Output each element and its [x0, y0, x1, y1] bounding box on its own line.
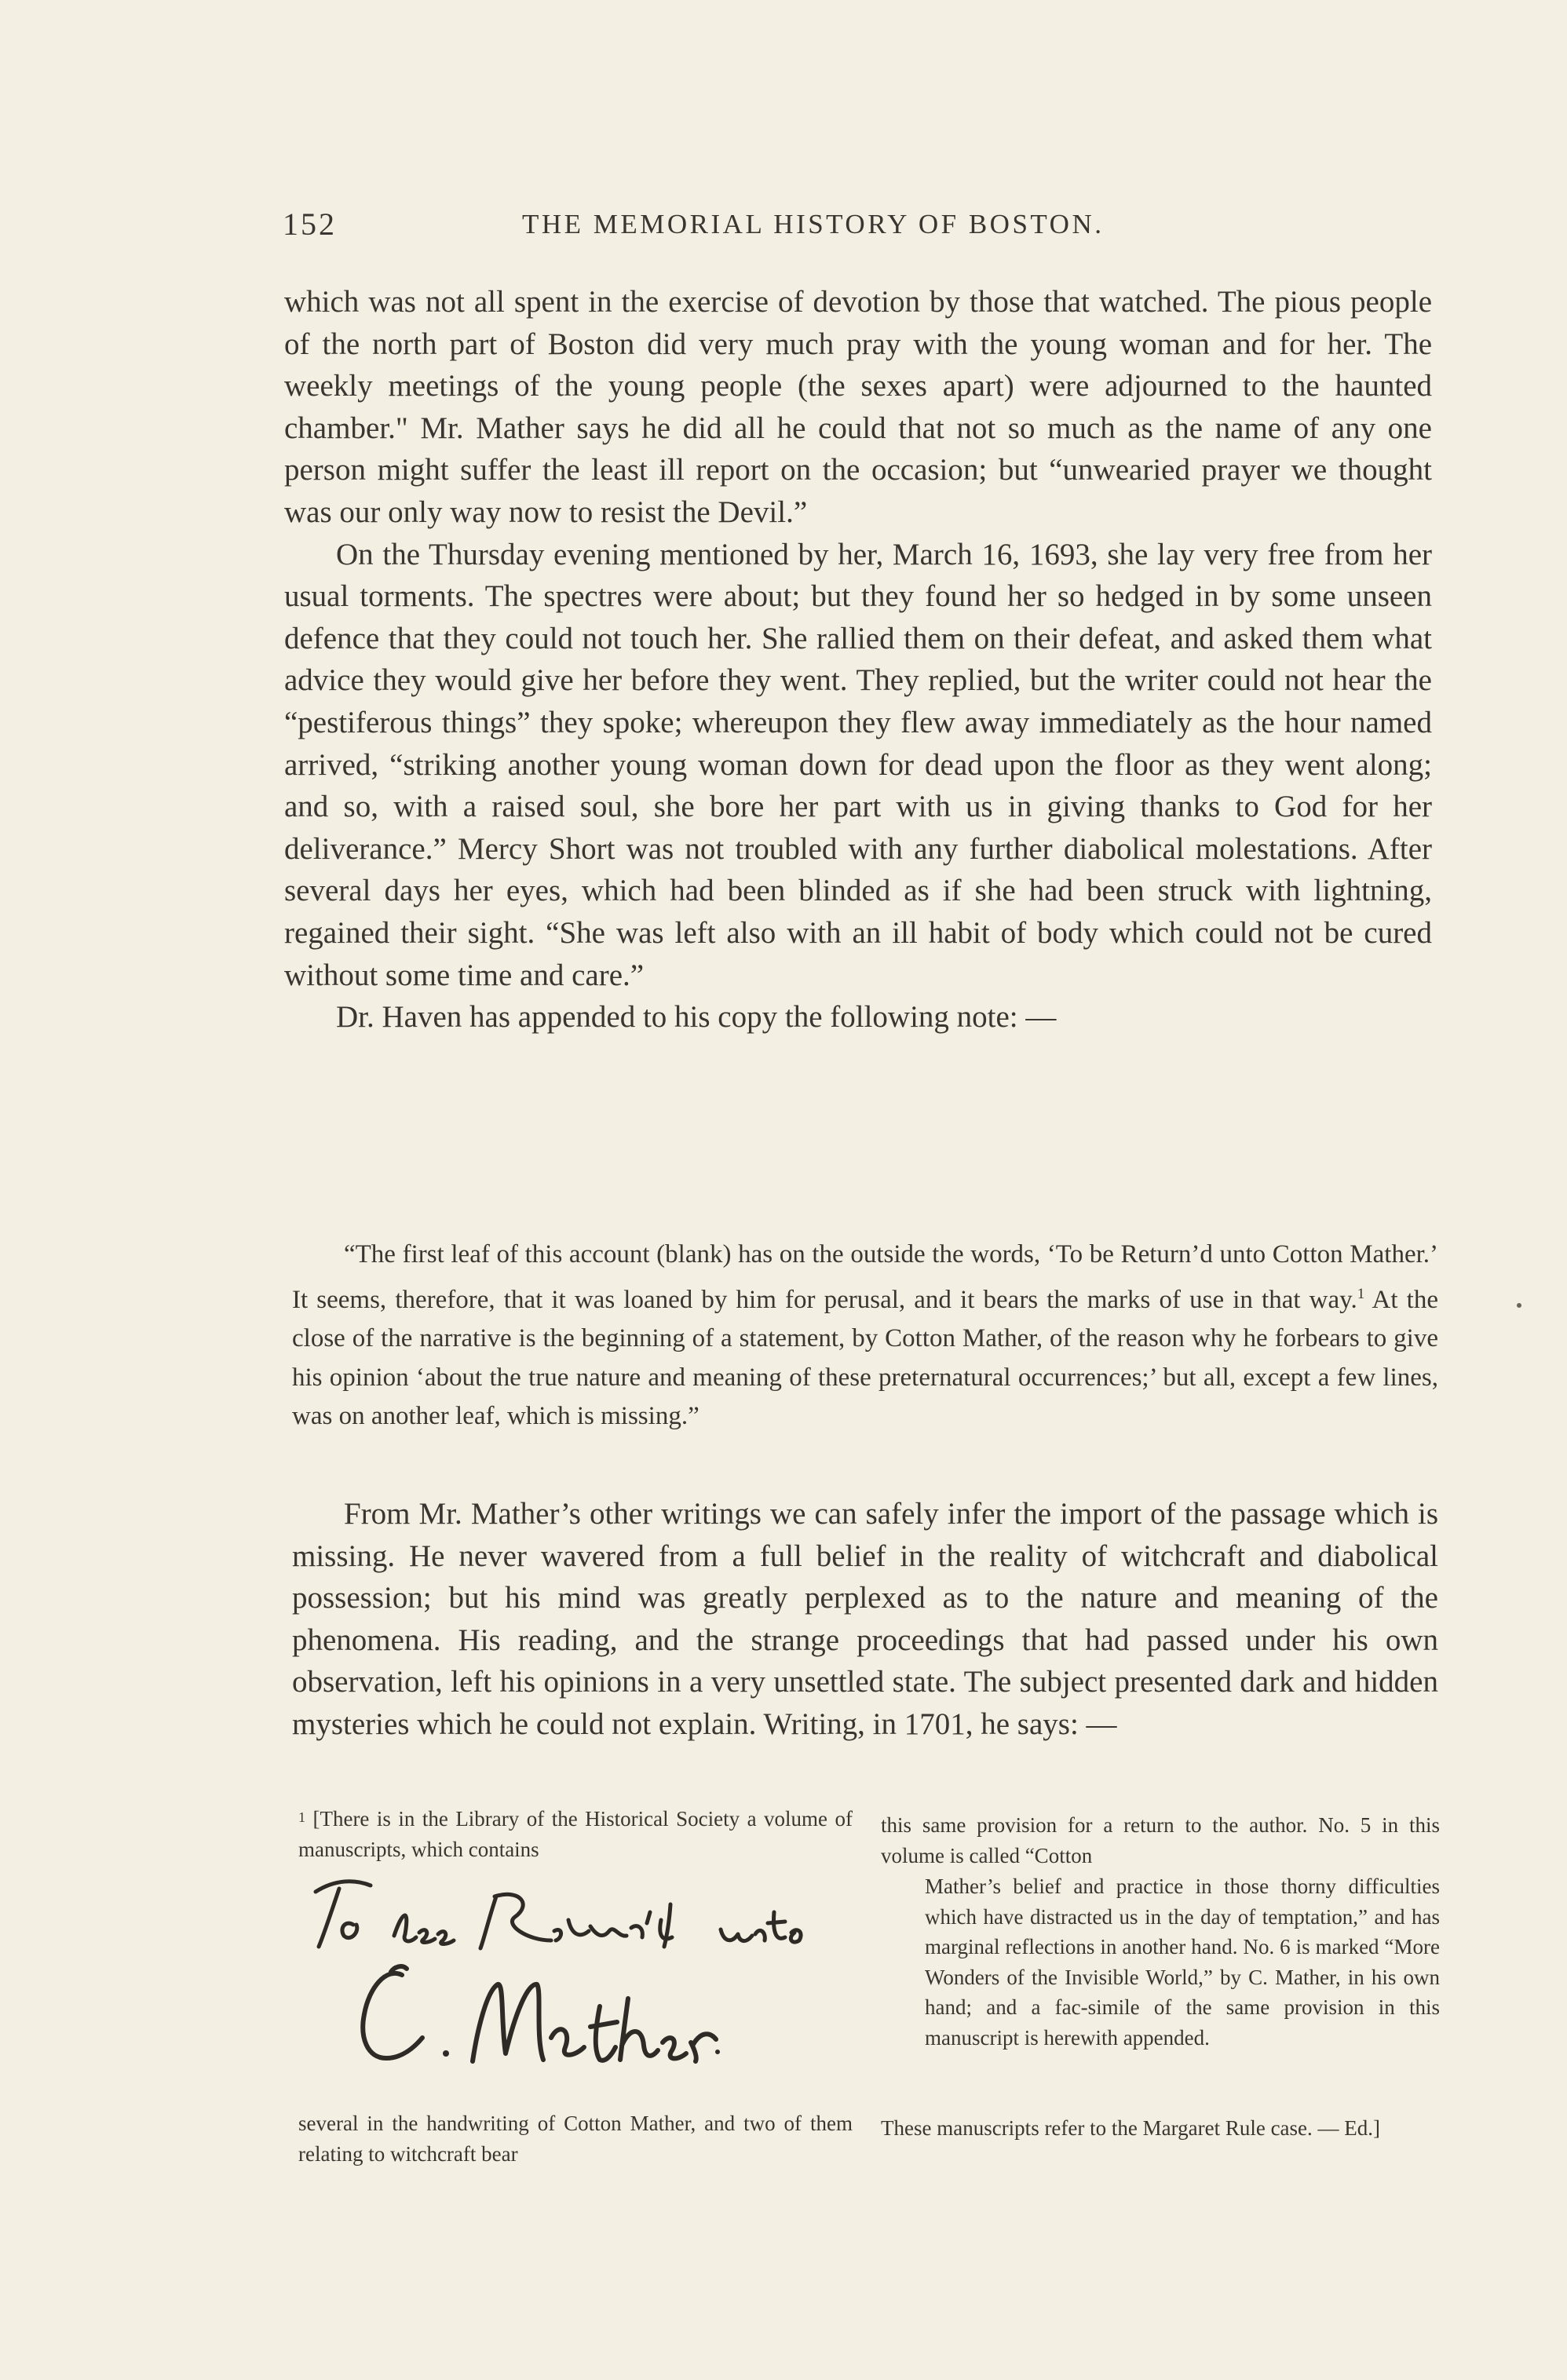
- facsimile-line-1: To bee Return’d unto: [292, 2097, 299, 2098]
- facsimile-stroke: [316, 1882, 371, 1947]
- footnote-mark: 1: [298, 1809, 305, 1825]
- footnote-left-top-text: [There is in the Library of the Historical Society a volume of manuscripts, which contains: [298, 1807, 853, 1861]
- block-quote: [292, 1236, 1438, 1436]
- facsimile-stroke: [394, 1915, 454, 1944]
- facsimile-dot: [715, 2050, 720, 2054]
- paragraph-haven-note-intro: Dr. Haven has appended to his copy the following note: —: [336, 1000, 1057, 1035]
- paragraph-thursday-evening: On the Thursday evening mentioned by her, March 16, 1693, she lay very free from her usual torments. The spectres were about; but they found her so hedged in by some unseen defence that they could not touch her. She rallied them on their defeat, and asked them what advice they would give her before they went. They replied, but the writer could not hear the “pestiferous things” they spoke; whereupon they flew away immediately as the hour named arrived, “striking another young woman down for dead upon the floor as they went along; and so, with a raised soul, she bore her part with us in giving thanks to God for her deliverance.” Mercy Short was not troubled with any further diabolical molestations. After several days her eyes, which had been blinded as if she had been struck with lightning, regained their sight. “She was left also with an ill habit of body which could not be cured without some time and care.”: [284, 537, 1432, 992]
- footnote-right-top: this same provision for a return to the author. No. 5 in this volume is called “Cotton: [881, 1813, 1440, 1867]
- running-head: [283, 206, 1185, 253]
- footnote-reference: 1: [1357, 1285, 1365, 1302]
- facsimile-dot: [443, 2050, 449, 2057]
- paper-speck: [1517, 1303, 1521, 1308]
- quote-text-after-note: At the close of the narrative is the beginning of a statement, by Cotton Mather, of the reason why he forbears to give his opinion ‘about the true nature and meaning of these preternatural occurrences;’ but all, except a few lines, was on another leaf, which is missing.”: [292, 1285, 1438, 1431]
- quote-text: [292, 1236, 1438, 1436]
- footnote-right-bottom: These manuscripts refer to the Margaret Rule case. — Ed.]: [881, 2116, 1381, 2140]
- footnote-right-indented: Mather’s belief and practice in those thorny difficulties which have distracted us in the day of temptation,” and has marginal reflections in another hand. No. 6 is marked “More Wonders of the Invisible World,” by C. Mather, in his own hand; and a fac-simile of the same provision in this manuscript is herewith appended.: [925, 1874, 1440, 2050]
- handwritten-facsimile: [292, 1865, 904, 2101]
- footnote-left-top: [298, 1804, 853, 1864]
- main-text: [284, 281, 1432, 1039]
- page-number: 152: [283, 206, 337, 242]
- paragraph-mather-writings: From Mr. Mather’s other writings we can safely infer the import of the passage which is missing. He never wavered from a full belief in the reality of witchcraft and diabolical possession; but his mind was greatly perplexed as to the nature and meaning of the phenomena. His reading, and the strange proceedings that had passed under his own observation, left his opinions in a very unsettled state. The subject presented dark and hidden mysteries which he could not explain. Writing, in 1701, he says: —: [292, 1497, 1438, 1741]
- running-title: THE MEMORIAL HISTORY OF BOSTON.: [522, 209, 1105, 239]
- facsimile-line-2: C. Mather: [292, 2099, 296, 2100]
- quote-text-before-note: “The first leaf of this account (blank) has on the outside the words, ‘To be Return’d unto Cotton Mather.’ It seems, therefore, that it was loaned by him for perusal, and it bears the marks of use in that way.: [292, 1240, 1438, 1314]
- main-text-continued: [292, 1493, 1438, 1745]
- facsimile-stroke: [480, 1894, 672, 1948]
- facsimile-stroke: [473, 1984, 716, 2061]
- footnote-left-bottom: several in the handwriting of Cotton Mather, and two of them relating to witchcraft bear: [298, 2112, 853, 2166]
- facsimile-stroke: [721, 1912, 801, 1942]
- facsimile-stroke: [363, 1966, 422, 2058]
- paragraph-continuation: which was not all spent in the exercise of devotion by those that watched. The pious people of the north part of Boston did very much pray with the young woman and for her. The weekly meetings of the young people (the sexes apart) were adjourned to the haunted chamber." Mr. Mather says he did all he could that not so much as the name of any one person might suffer the least ill report on the occasion; but “unwearied prayer we thought was our only way now to resist the Devil.”: [284, 285, 1432, 529]
